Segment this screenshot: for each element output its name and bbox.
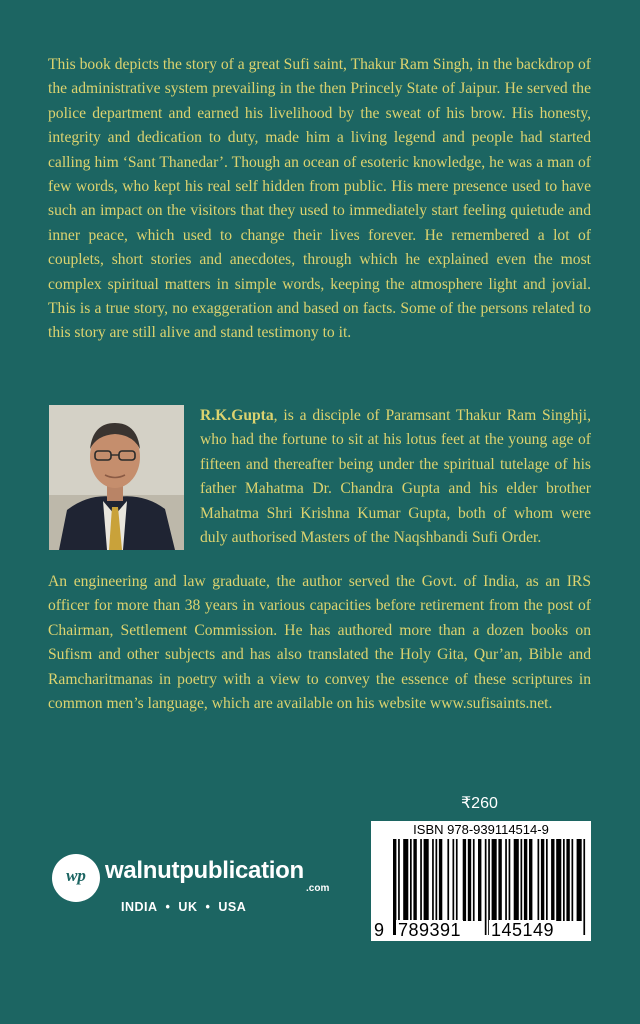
publisher-regions [121, 900, 246, 914]
barcode-digits-left: 789391 [398, 920, 462, 940]
region-usa: USA [218, 900, 247, 914]
barcode-bar [439, 839, 442, 921]
author-portrait-image [49, 405, 184, 550]
barcode-bar [463, 839, 466, 921]
barcode-bar [577, 839, 582, 921]
region-separator: • [205, 900, 211, 914]
barcode-bar [432, 839, 434, 921]
barcode-bar [478, 839, 481, 921]
barcode-bar [572, 839, 574, 921]
barcode-bar [420, 839, 422, 921]
region-india: INDIA [121, 900, 158, 914]
barcode-bar [546, 839, 548, 921]
barcode-bar [403, 839, 408, 921]
barcode-bar [524, 839, 527, 921]
price-label: ₹260 [461, 795, 498, 812]
barcode-bar [521, 839, 523, 921]
barcode-bar [473, 839, 475, 921]
publisher-logo-mark: wp [66, 866, 86, 885]
barcode-bar [492, 839, 497, 921]
region-separator: • [165, 900, 171, 914]
region-uk: UK [178, 900, 198, 914]
publisher-domain-suffix: .com [306, 883, 330, 894]
barcode-bar [447, 839, 449, 921]
barcode-bar [529, 839, 532, 921]
barcode-bar [514, 839, 519, 921]
author-photo [49, 405, 184, 550]
barcode-bar [566, 839, 569, 921]
barcode-bar [505, 839, 507, 921]
author-name: R.K.Gupta [200, 407, 274, 424]
barcode-bar [456, 839, 458, 921]
barcode-bar [413, 839, 416, 921]
isbn-barcode [371, 821, 591, 941]
barcode-bar [498, 839, 501, 921]
publisher-name: walnutpublication [105, 857, 304, 884]
barcode-bar [563, 839, 565, 921]
author-bio [200, 404, 591, 550]
author-background: An engineering and law graduate, the author served the Govt. of India, as an IRS officer for more than 38 years in various capacities before retirement from the post of Chairman, Settlement Commission. He has authored more than a dozen books on Sufism and other subjects and has also translated the Holy Gita, Qur’an, Bible and Ramcharitmanas in poetry with a view to convey the essence of these scriptures in common men’s language, which are available on his website www.sufisaints.net. [48, 573, 591, 713]
book-blurb: This book depicts the story of a great Sufi saint, Thakur Ram Singh, in the backdrop of the administrative system prevailing in the then Princely State of Jaipur. He served the police department and earned his livelihood by the sweat of his brow. His honesty, integrity and dedication to duty, made him a living legend and people had started calling him ‘Sant Thanedar’. Though an ocean of esoteric knowledge, he was a man of few words, who kept his real self hidden from public. His mere presence used to have such an impact on the visitors that they used to immediately start feeling quietude and inner peace, which used to change their lives forever. He remembered a lot of couplets, short stories and anecdotes, through which he explained even the most complex spiritual matters in simple words, keeping the atmosphere light and jovial. This is a true story, no exaggeration and based on facts. Some of the persons related to this story are still alive and stand testimony to it. [48, 56, 591, 342]
barcode-bar [468, 839, 471, 921]
barcode-bar [436, 839, 438, 921]
barcode-bar [410, 839, 412, 921]
barcode-bar [398, 839, 400, 921]
barcode-bar [541, 839, 544, 921]
barcode-bar [538, 839, 540, 921]
barcode-digits [371, 920, 591, 940]
barcode-digits-right: 145149 [491, 920, 555, 940]
barcode-bar [509, 839, 511, 921]
barcode-bar [453, 839, 455, 921]
isbn-label: ISBN 978-939114514-9 [413, 822, 549, 837]
barcode-bar [556, 839, 561, 921]
author-bio-text: , is a disciple of Paramsant Thakur Ram Singhji, who had the fortune to sit at his lotus feet at the young age of fifteen and thereafter being under the spiritual tutelage of his father Mahatma Dr. Chandra Gupta and his elder brother Mahatma Shri Krishna Kumar Gupta, both of whom were duly authorised Masters of the Naqshbandi Sufi Order. [200, 407, 591, 547]
publisher-logo-icon [52, 854, 100, 902]
barcode-digit-first: 9 [374, 920, 385, 940]
barcode-bar [424, 839, 429, 921]
barcode-bar [551, 839, 554, 921]
